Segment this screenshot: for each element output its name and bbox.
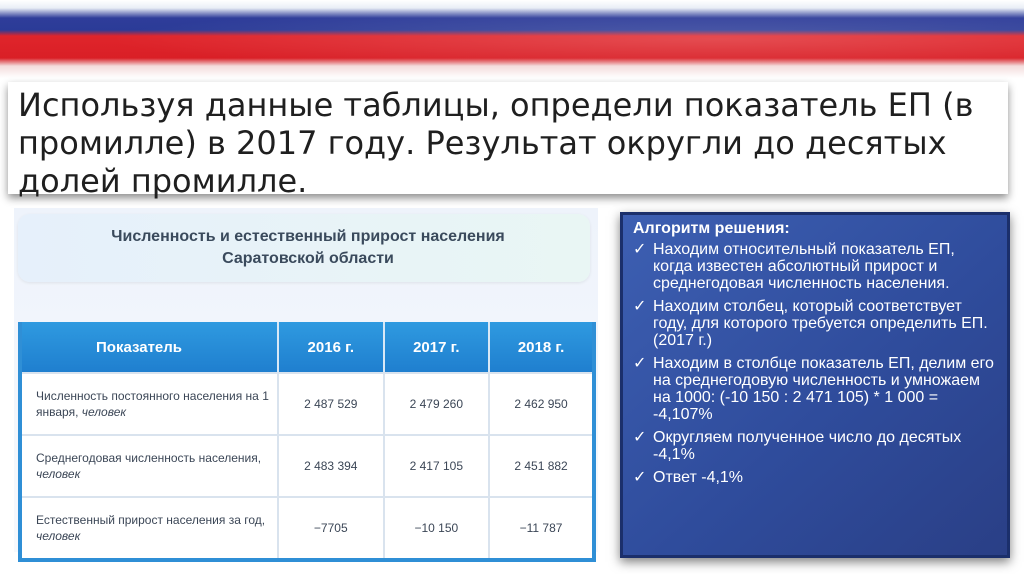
- cell-2016: 2 483 394: [279, 434, 385, 496]
- population-table: [18, 322, 596, 562]
- cell-2017: 2 479 260: [385, 372, 491, 434]
- list-item: [633, 355, 997, 423]
- step-text: Округляем полученное число до десятых -4,1%: [653, 429, 962, 463]
- algorithm-title: Алгоритм решения:: [633, 220, 790, 237]
- table-row: [22, 496, 592, 558]
- row-label: [22, 434, 279, 496]
- step-text: Находим в столбце показатель ЕП, делим его на среднегодовую численность и умножаем на 1000: (-10 150 : 2 471 105) * 1 000 = -4,107%: [653, 355, 994, 423]
- table-caption-card: [18, 214, 590, 282]
- list-item: [633, 298, 997, 349]
- cell-2016: −7705: [279, 496, 385, 558]
- check-icon: ✓: [633, 355, 647, 372]
- header-2018: 2018 г.: [490, 322, 592, 372]
- algorithm-steps: [633, 241, 997, 486]
- check-icon: ✓: [633, 298, 647, 315]
- row-unit: человек: [36, 467, 81, 481]
- table-row: [22, 372, 592, 434]
- question-title-box: [8, 82, 1008, 200]
- cell-2016: 2 487 529: [279, 372, 385, 434]
- row-label-text: Численность постоянного населения на 1 января,: [36, 389, 269, 419]
- step-text: Находим столбец, который соответствует году, для которого требуется определить ЕП. (2017 г.): [653, 298, 988, 349]
- list-item: [633, 429, 997, 463]
- header-2017: 2017 г.: [385, 322, 491, 372]
- cell-2018: −11 787: [490, 496, 592, 558]
- check-icon: ✓: [633, 429, 647, 446]
- row-label: [22, 496, 279, 558]
- list-item: [633, 241, 997, 292]
- question-title: Используя данные таблицы, определи показатель ЕП (в промилле) в 2017 году. Результат округли до десятых долей промилле.: [18, 86, 974, 200]
- row-label: [22, 372, 279, 434]
- cell-2018: 2 462 950: [490, 372, 592, 434]
- table-image-panel: [14, 208, 598, 552]
- cell-2017: 2 417 105: [385, 434, 491, 496]
- table-caption: [58, 226, 558, 270]
- table-caption-line1: Численность и естественный прирост населения: [111, 228, 505, 245]
- check-icon: ✓: [633, 469, 647, 486]
- banner-glow: [0, 0, 1024, 78]
- row-unit: человек: [36, 529, 81, 543]
- header-indicator: Показатель: [22, 322, 279, 372]
- row-unit: человек: [81, 405, 127, 419]
- cell-2018: 2 451 882: [490, 434, 592, 496]
- check-icon: ✓: [633, 241, 647, 258]
- table-caption-line2: Саратовской области: [222, 250, 394, 267]
- header-2016: 2016 г.: [279, 322, 385, 372]
- algorithm-box: [620, 212, 1010, 558]
- table-row: [22, 434, 592, 496]
- row-label-text: Среднегодовая численность населения,: [36, 451, 262, 465]
- table-header-row: [22, 322, 592, 372]
- step-text: Находим относительный показатель ЕП, когда известен абсолютный прирост и среднегодовая численность населения.: [653, 241, 955, 292]
- list-item: [633, 469, 997, 486]
- row-label-text: Естественный прирост населения за год,: [36, 513, 266, 527]
- step-text: Ответ -4,1%: [653, 469, 744, 486]
- cell-2017: −10 150: [385, 496, 491, 558]
